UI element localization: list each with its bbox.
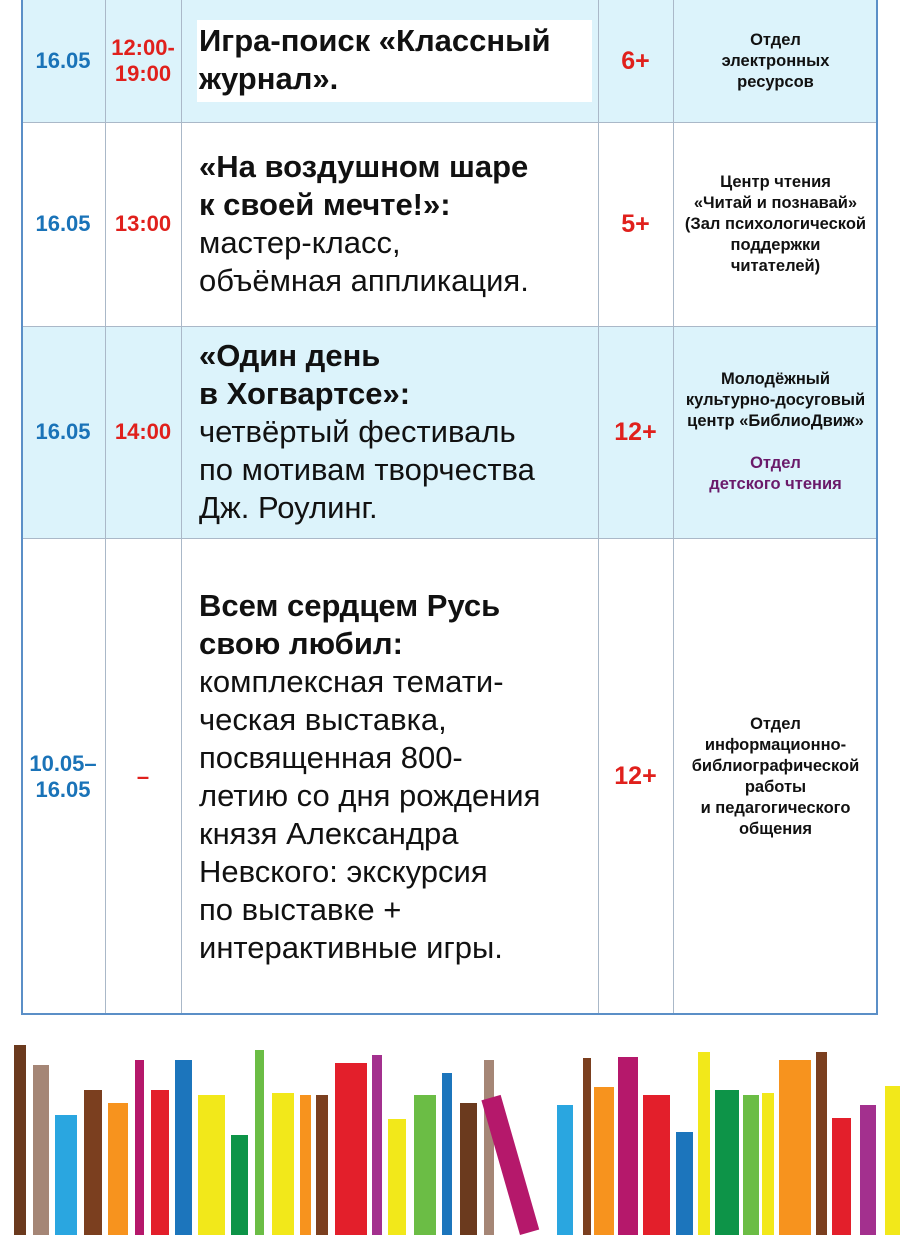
event-date: 16.05 (35, 211, 91, 236)
age-rating: 6+ (621, 46, 650, 75)
book-spine (300, 1095, 311, 1235)
book-spine (175, 1060, 192, 1235)
event-description: комплексная темати- ческая выставка, посвященная 800- летию со дня рождения князя Александра Невского: экскурсия по выставке + интерактивные игры. (199, 663, 541, 965)
book-spine (316, 1095, 328, 1235)
book-spine (84, 1090, 102, 1235)
department: Отдел электронных ресурсов (721, 30, 830, 91)
book-spine (583, 1058, 591, 1235)
book-spine (231, 1135, 248, 1235)
book-spine (832, 1118, 851, 1235)
book-spine (860, 1105, 876, 1235)
event-time: 14:00 (114, 419, 172, 444)
book-spine (55, 1115, 77, 1235)
book-spine (816, 1052, 827, 1235)
book-spine (885, 1086, 900, 1235)
event-title-bold: «На воздушном шаре к своей мечте!»: (199, 149, 529, 222)
book-spine (33, 1065, 49, 1235)
book-spine (198, 1095, 225, 1235)
department: Отдел информационно- библиографической работы и педагогического общения (691, 714, 860, 838)
event-time: – (136, 763, 150, 789)
schedule-table (21, 0, 878, 1015)
book-spine (643, 1095, 670, 1235)
event-time: 12:00- 19:00 (111, 35, 175, 86)
book-spine (698, 1052, 710, 1235)
book-spine (442, 1073, 452, 1235)
event-description: мастер-класс, объёмная аппликация. (199, 225, 529, 298)
book-spine (762, 1093, 774, 1235)
age-rating: 12+ (614, 762, 657, 790)
book-spine (335, 1063, 367, 1235)
event-date: 16.05 (35, 419, 91, 444)
book-spine (779, 1060, 811, 1235)
book-spine (594, 1087, 614, 1235)
book-spine (743, 1095, 759, 1235)
event-title-bold: Игра-поиск «Классный журнал». (199, 23, 551, 96)
event-title-bold: Всем сердцем Русь свою любил: (199, 587, 501, 661)
event-time: 13:00 (114, 211, 172, 236)
age-rating: 5+ (621, 209, 650, 238)
book-spine (715, 1090, 739, 1235)
book-spines-decoration (0, 1040, 900, 1235)
book-spine (460, 1103, 477, 1235)
book-spine (135, 1060, 144, 1235)
event-title-bold: «Один день в Хогвартсе»: (199, 338, 411, 411)
book-spine (388, 1119, 406, 1235)
book-spine (272, 1093, 294, 1235)
book-spine (108, 1103, 128, 1235)
book-spine (255, 1050, 264, 1235)
book-spine (676, 1132, 693, 1235)
book-spine (618, 1057, 638, 1235)
book-spine (484, 1060, 494, 1235)
book-spine (14, 1045, 26, 1235)
book-spine (151, 1090, 169, 1235)
department-name: Молодёжный культурно-досуговый центр «БиблиоДвиж» (685, 370, 866, 430)
department: Центр чтения «Читай и познавай» (Зал психологической поддержки читателей) (684, 172, 867, 275)
event-date: 16.05 (35, 48, 91, 73)
table-frame (21, 0, 878, 1015)
book-spine (414, 1095, 436, 1235)
book-spine (372, 1055, 382, 1235)
event-date: 10.05– 16.05 (29, 750, 97, 802)
department-secondary: Отдел детского чтения (709, 454, 842, 493)
book-spine (557, 1105, 573, 1235)
event-description: четвёртый фестиваль по мотивам творчества Дж. Роулинг. (199, 414, 535, 525)
age-rating: 12+ (614, 417, 657, 446)
